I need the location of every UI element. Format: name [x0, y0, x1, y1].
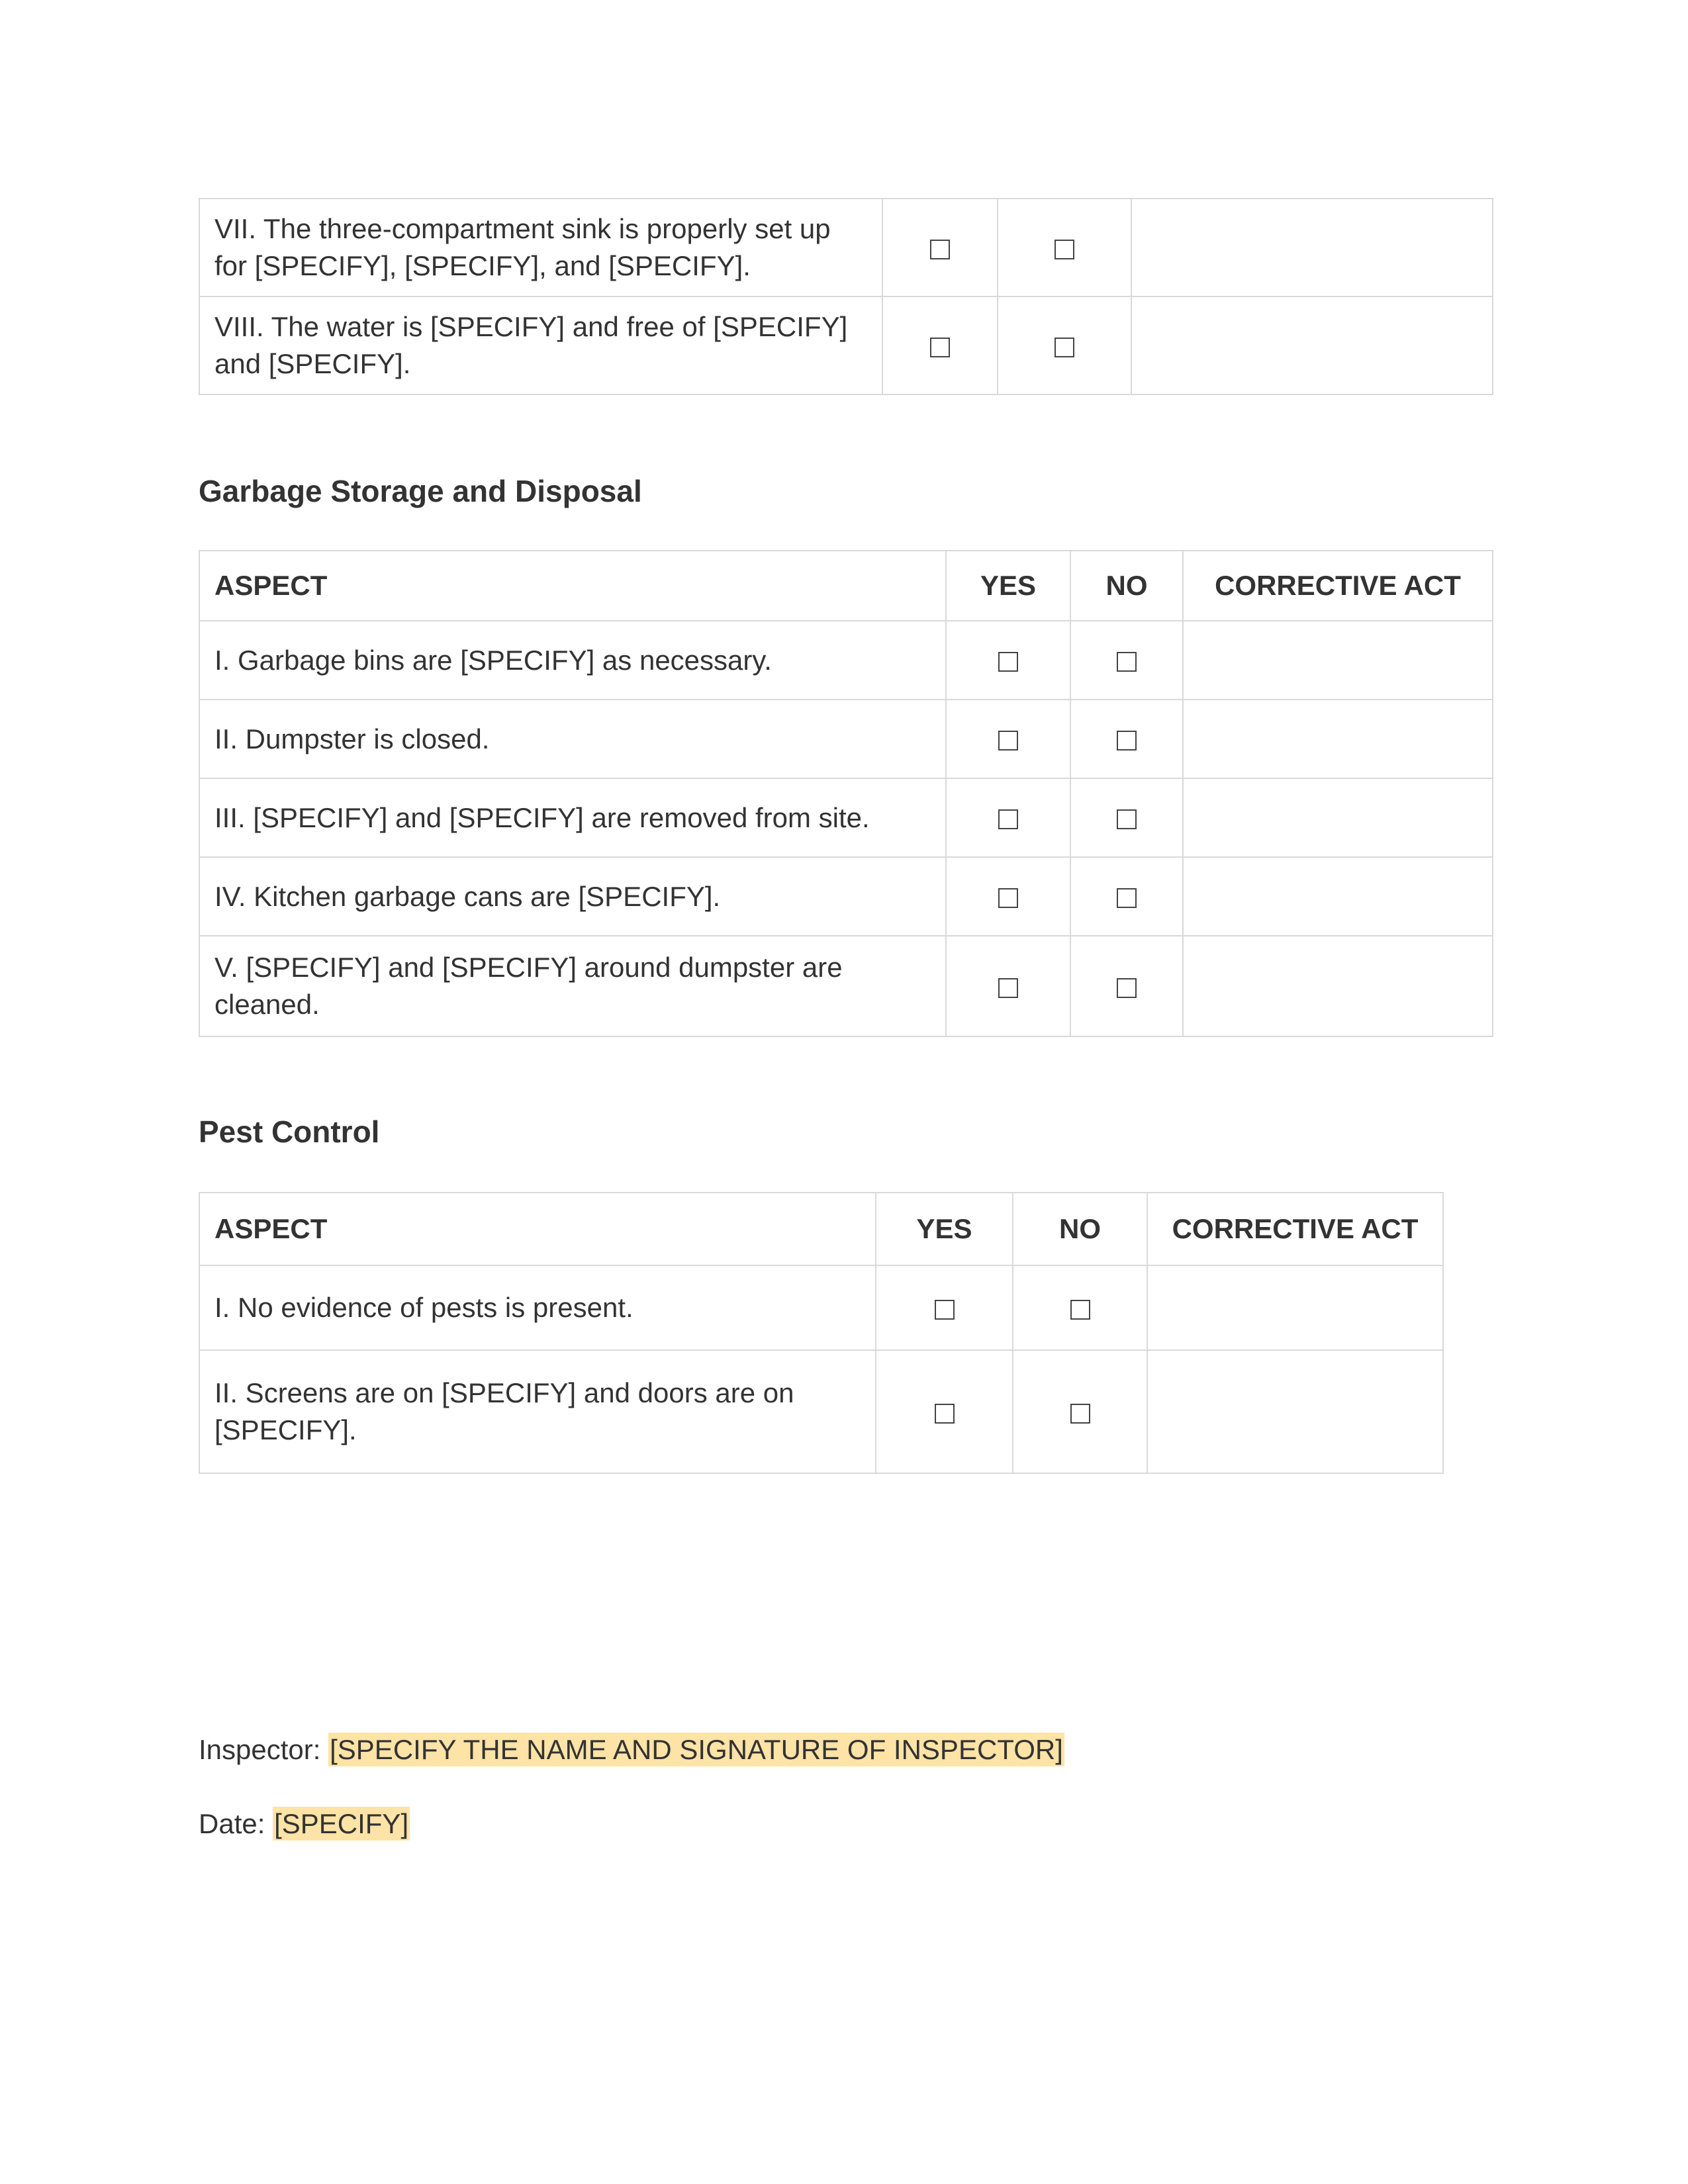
table-row — [199, 199, 1493, 296]
sanitation-table-continued — [199, 198, 1493, 395]
yes-checkbox[interactable] — [935, 1300, 955, 1320]
table-row — [199, 621, 1493, 700]
yes-cell — [882, 199, 998, 296]
table-row — [199, 1265, 1443, 1350]
table-row — [199, 1350, 1443, 1473]
aspect-cell: II. Dumpster is closed. — [199, 700, 946, 778]
no-cell — [1013, 1265, 1147, 1350]
corrective-act-header: CORRECTIVE ACT — [1147, 1193, 1443, 1265]
no-cell — [1070, 936, 1183, 1036]
no-cell — [1070, 778, 1183, 857]
no-checkbox[interactable] — [1117, 978, 1137, 998]
yes-checkbox[interactable] — [998, 888, 1018, 908]
date-value[interactable]: [SPECIFY] — [274, 1808, 409, 1839]
yes-header: YES — [876, 1193, 1013, 1265]
yes-cell — [946, 621, 1070, 700]
aspect-cell: III. [SPECIFY] and [SPECIFY] are removed from site. — [199, 778, 946, 857]
yes-checkbox[interactable] — [998, 809, 1018, 829]
no-cell — [998, 199, 1131, 296]
corrective-act-cell[interactable] — [1131, 296, 1493, 394]
garbage-section-heading: Garbage Storage and Disposal — [199, 474, 642, 508]
corrective-act-cell[interactable] — [1147, 1350, 1443, 1473]
aspect-cell: VII. The three-compartment sink is properly set up for [SPECIFY], [SPECIFY], and [SPECIFY]. — [199, 199, 882, 296]
yes-checkbox[interactable] — [998, 978, 1018, 998]
no-cell — [1070, 700, 1183, 778]
aspect-header: ASPECT — [199, 1193, 876, 1265]
no-checkbox[interactable] — [1070, 1404, 1090, 1424]
inspector-line — [199, 1731, 1064, 1768]
no-checkbox[interactable] — [1117, 731, 1137, 751]
corrective-act-cell[interactable] — [1131, 199, 1493, 296]
aspect-header: ASPECT — [199, 551, 946, 621]
pest-section-heading: Pest Control — [199, 1115, 380, 1149]
yes-checkbox[interactable] — [935, 1404, 955, 1424]
no-checkbox[interactable] — [1117, 809, 1137, 829]
yes-header: YES — [946, 551, 1070, 621]
no-checkbox[interactable] — [1117, 888, 1137, 908]
yes-cell — [946, 857, 1070, 936]
no-checkbox[interactable] — [1055, 338, 1074, 357]
aspect-cell: V. [SPECIFY] and [SPECIFY] around dumpster are cleaned. — [199, 936, 946, 1036]
date-line — [199, 1805, 410, 1843]
pest-table — [199, 1192, 1444, 1474]
yes-cell — [946, 700, 1070, 778]
aspect-cell: I. No evidence of pests is present. — [199, 1265, 876, 1350]
inspector-label: Inspector: — [199, 1734, 321, 1765]
yes-cell — [882, 296, 998, 394]
corrective-act-cell[interactable] — [1147, 1265, 1443, 1350]
corrective-act-cell[interactable] — [1183, 778, 1493, 857]
no-cell — [998, 296, 1131, 394]
no-checkbox[interactable] — [1055, 240, 1074, 259]
table-row — [199, 778, 1493, 857]
no-cell — [1070, 857, 1183, 936]
corrective-act-header: CORRECTIVE ACT — [1183, 551, 1493, 621]
no-checkbox[interactable] — [1117, 652, 1137, 672]
no-checkbox[interactable] — [1070, 1300, 1090, 1320]
yes-checkbox[interactable] — [930, 240, 950, 259]
yes-checkbox[interactable] — [998, 731, 1018, 751]
table-row — [199, 700, 1493, 778]
table-row — [199, 936, 1493, 1036]
yes-cell — [946, 936, 1070, 1036]
aspect-cell: I. Garbage bins are [SPECIFY] as necessary. — [199, 621, 946, 700]
table-header-row — [199, 551, 1493, 621]
corrective-act-cell[interactable] — [1183, 936, 1493, 1036]
corrective-act-cell[interactable] — [1183, 700, 1493, 778]
date-label: Date: — [199, 1808, 265, 1839]
no-header: NO — [1013, 1193, 1147, 1265]
inspector-value[interactable]: [SPECIFY THE NAME AND SIGNATURE OF INSPECTOR] — [330, 1734, 1063, 1765]
aspect-cell: IV. Kitchen garbage cans are [SPECIFY]. — [199, 857, 946, 936]
table-row — [199, 296, 1493, 394]
no-cell — [1013, 1350, 1147, 1473]
no-cell — [1070, 621, 1183, 700]
corrective-act-cell[interactable] — [1183, 857, 1493, 936]
yes-cell — [946, 778, 1070, 857]
corrective-act-cell[interactable] — [1183, 621, 1493, 700]
table-header-row — [199, 1193, 1443, 1265]
table-row — [199, 857, 1493, 936]
aspect-cell: II. Screens are on [SPECIFY] and doors are on [SPECIFY]. — [199, 1350, 876, 1473]
yes-checkbox[interactable] — [998, 652, 1018, 672]
garbage-table — [199, 550, 1493, 1037]
yes-cell — [876, 1350, 1013, 1473]
no-header: NO — [1070, 551, 1183, 621]
yes-cell — [876, 1265, 1013, 1350]
yes-checkbox[interactable] — [930, 338, 950, 357]
aspect-cell: VIII. The water is [SPECIFY] and free of [SPECIFY] and [SPECIFY]. — [199, 296, 882, 394]
